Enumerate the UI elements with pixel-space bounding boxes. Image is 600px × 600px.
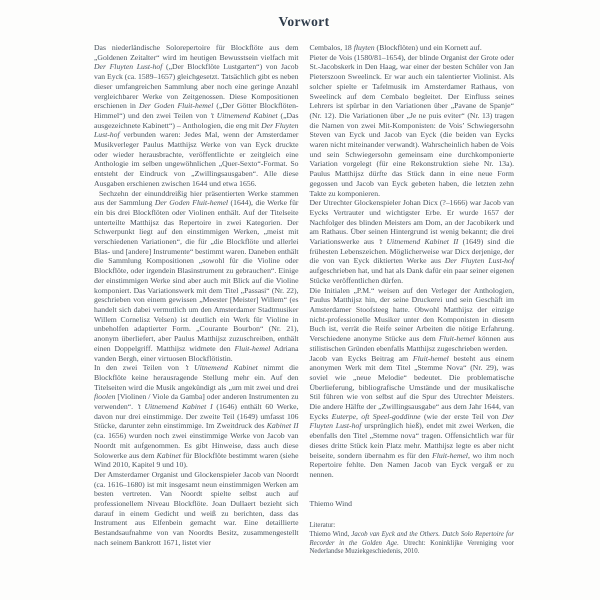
paragraph: [94, 470, 299, 548]
italic-run: Kabinet: [156, 450, 181, 460]
italic-run: Fluit-hemel: [432, 450, 468, 460]
italic-run: Der Goden Fluit-hemel: [154, 198, 229, 208]
text-columns: [94, 43, 514, 557]
page-title: Vorwort: [278, 14, 330, 29]
paragraph: [94, 363, 299, 470]
text-run: (1644), die Werke für ein bis drei Blockflöten oder Violinen enthält. Auf der Titelseite unterteilte Matthijsz das Repertoire in zwei Kategorien. Der Schwerpunkt liegt auf den einstimmigen Werken, „meist mit verschiedenen Variationen“, die für „die Blockflöte und allerlei Blas- und [andere] Instrumente“ bestimmt waren. Daneben enthält die Sammlung Kompositionen „sowohl für die Violine oder Blockflöte, oder irgendein Blasinstrument zu gebrauchen“. Einige der einstimmigen Werke sind aber auch mit Blick auf die Violine komponiert. Das Variationswerk mit dem Titel „Passasi“ (Nr. 22), geschrieben von einem gewissen „Meester [Meister] Willem“ (es handelt sich dabei vermutlich um den Amsterdamer Stadtmusiker Willem Cornelisz Velsen) ist deutlich ein Werk für Violine in unbeholfen adaptierter Form. „Courante Bourbon“ (Nr. 21), anonym überliefert, aber Paulus Matthijsz zuzuschreiben, enthält einen Doppelgriff. Matthijsz widmete den: [94, 198, 299, 353]
italic-run: Der Fluyten Lust-hof: [94, 62, 163, 72]
italic-run: ’t Uitnemend Kabinet II: [378, 237, 459, 247]
text-run: Jacob van Eycks Beitrag am: [309, 353, 413, 363]
text-run: verbunden waren: Jedes Mal, wenn der Amsterdamer Musikverleger Paulus Matthijsz Werke von van Eyck druckte oder wieder herausbrachte, veröffentlichte er zeitgleich eine Anthologie im selben ungewöhnlichen „Quer-Sexto“-Format. So entsteht der Eindruck von „Zwillingsausgaben“. Alle diese Ausgaben erschienen zwischen 1644 und etwa 1656.: [94, 130, 299, 188]
text-run: [Violinen / Viole da Gamba] oder anderen Instrumenten zu verwenden“.: [94, 392, 299, 412]
text-run: Das niederländische Solorepertoire für Blockflöte aus dem „Goldenen Zeitalter“ wird im heutigen Bewusstsein vielfach mit: [94, 43, 299, 62]
text-run: („Das ausgezeichnete Kabinett“) – Anthologien, die eng mit: [94, 110, 299, 130]
italic-run: Kabinet II: [266, 421, 299, 431]
italic-run: Der Goden Fluit-hemel: [138, 101, 214, 111]
text-run: Der Utrechter Glockenspieler Johan Dicx (?–1666) war Jacob van Eycks Vertrauter und wichtigster Erbe. Er wurde 1657 der Nachfolger des blinden Meisters am Dom, an der Jacobikerk und am Rathaus. Über seinen Hintergrund ist wenig bekannt; die drei Variationswerke aus: [309, 198, 514, 247]
text-run: („Der Blockflöte Lustgarten“) von Jacob van Eyck (ca. 1589–1657) gleichgesetzt. Tatsächlich gibt es neben dieser umfangreichen Sammlung aber noch eine geringe Anzahl vergleichbarer Werke von Zeitgenossen. Diese Kompositionen erschienen in: [94, 62, 299, 111]
italic-run: ’t Uitnemend Kabinet: [210, 110, 278, 120]
italic-run: Der Fluyten Lust-hof: [94, 120, 299, 140]
text-run: können aus stilistischen Gründen ebenfalls Matthijsz zugeschrieben werden.: [309, 334, 514, 353]
italic-run: Fluit-hemel: [412, 353, 449, 363]
italic-run: ’t Uitnemend Kabinet: [184, 363, 258, 373]
right-column: [310, 43, 515, 557]
text-run: Pieter de Vois (1580/81–1654), der blinde Organist der Grote oder St.-Jacobskerk in Den Haag, war einer der besten Schüler von Jan Pieterszoon Sweelinck. Er war auch ein talentierter Violinist. Als solcher spielte er Tafelmusik im Amsterdamer Rathaus, von Sweelinck auf dem Cembalo begleitet. Der Einfluss seines Lehrers ist spürbar in den Variationen über „Pavane de Spanje“ (Nr. 12). Die Variationen über „Je ne puis eviter“ (Nr. 13) tragen die Namen von zwei Mit-Komponisten: de Vois’ Schwiegersohn Steven van Eyck und Jacob van Eyck (die beiden van Eycks waren nicht miteinander verwandt). Wahrscheinlich haben de Vois und sein Schwiegersohn gemeinsam eine durchkomponierte Variation vorgelegt (für eine Rekonstruktion siehe Nr. 13a). Paulus Matthijsz dürfte das Stück dann in eine neue Form gegossen und Jacob van Eyck gebeten haben, die letzten zehn Takte zu komponieren.: [309, 52, 514, 198]
literature-entry: [310, 531, 515, 557]
text-run: Thiemo Wind,: [309, 531, 352, 539]
author-signature: Thiemo Wind: [309, 498, 352, 508]
text-run: aufgeschrieben hat, und hat als Dank dafür ein paar seiner eigenen Stücke veröffentlichen dürfen.: [309, 266, 514, 285]
italic-run: Der Fluyten Lust-hof: [309, 411, 514, 431]
paragraph: [94, 189, 299, 364]
text-run: (wie der erste Teil von: [420, 411, 503, 421]
text-run: besteht aus einem anonymen Werk mit dem Titel „Stemme Nova“ (Nr. 29), was soviel wie „neue Melodie“ bedeutet. Die problematische Überlieferung, bibliografische Umstände und der musikalische Stil führen wie von selbst auf die Spur des Utrechter Meisters. Die andere Hälfte der „Zwillingsausgabe“ aus dem Jahr 1644, van Eycks: [309, 353, 514, 421]
text-run: (ca. 1656) wurden noch zwei einstimmige Werke von Jacob van Noordt mit aufgenommen. Es gibt Hinweise, dass auch diese Solowerke aus dem: [94, 431, 299, 460]
text-run: für Blockflöte bestimmt waren (siehe Wind 2010, Kapitel 9 und 10).: [94, 450, 299, 470]
paragraph: [310, 286, 515, 354]
text-run: (1649) sind die frühesten Lebenszeichen. Möglicherweise war Dicx derjenige, der die von van Eyck diktierten Werke aus: [309, 237, 515, 266]
text-run: ursprünglich hieß), endet mit zwei Werken, die ebenfalls den Titel „Stemme nova“ tragen. Offensichtlich war für dieses dritte Stück kein Platz mehr. Matthijsz legte es aber nicht beiseite, sondern übernahm es für den: [309, 421, 515, 460]
text-run: , wo ihm noch Repertoire fehlte. Den Namen Jacob van Eyck vergaß er zu nennen.: [309, 450, 514, 479]
paragraph-group-left: [94, 43, 299, 548]
text-run: Sechzehn der einunddreißig hier präsentierten Werke stammen aus der Sammlung: [94, 188, 299, 208]
paragraph: [310, 354, 515, 480]
italic-run: ’t Uitnemend Kabinet I: [136, 402, 213, 412]
text-run: nimmt die Blockflöte keine herausragende Stellung mehr ein. Auf den Titelseiten wird die Musik angekündigt als „um mit zwei und drei: [94, 363, 299, 392]
italic-run: Der Fluyten Lust-hof: [444, 256, 514, 266]
text-run: (1646) enthält 60 Werke, davon nur drei einstimmige. Der zweite Teil (1649) umfasst 106 Stücke, darunter zehn einstimmige. Im Zweitdruck des: [94, 402, 299, 431]
text-run: Der Amsterdamer Organist und Glockenspieler Jacob van Noordt (ca. 1616–1680) ist mit insgesamt neun einstimmigen Werken am besten vertreten. Van Noordt spielte selbst auch auf professionellem Niveau Blockflöte. Joan Dullaert bezieht sich darauf in einem Gedicht und weiß zu berichten, dass das Instrument aus Elfenbein gemacht war. Eine detaillierte Bestandsaufnahme von van Noordts Besitz, zusammengestellt nach seinem Bankrott 1671, listet vier: [94, 469, 299, 547]
text-run: („Der Götter Blockflöten-Himmel“) und den zwei Teilen von: [94, 101, 299, 120]
literature-section: [310, 522, 515, 557]
text-run: Cembalos, 18: [309, 43, 354, 52]
italic-run: Jacob van Eyck and the Others. Dutch Solo Repertoire for Recorder in the Golden Age: [309, 531, 514, 547]
paragraph: [94, 43, 299, 189]
literature-heading: Literatur:: [309, 522, 336, 530]
italic-run: fioolen: [94, 392, 116, 402]
paragraph: [310, 198, 515, 285]
text-run: In den zwei Teilen von: [94, 363, 185, 373]
text-run: Adriana vanden Bergh, einer virtuosen Blockflötistin.: [94, 343, 299, 363]
text-run: Die Initialen „P.M.“ weisen auf den Verleger der Anthologien, Paulus Matthijsz hin, der seine Druckerei und sein Geschäft im Amsterdamer Stoofsteeg hatte. Obwohl Matthijsz der einzige nicht-professionelle Musiker unter den Komponisten in diesem Buch ist, verrät die Reife seiner Arbeiten die nötige Erfahrung. Verschiedene anonyme Stücke aus dem: [309, 285, 514, 344]
paragraph: [310, 53, 515, 199]
italic-run: Fluit-hemel: [438, 334, 475, 344]
italic-run: Euterpe, oft Speel-goddinne: [331, 411, 421, 421]
text-run: . Utrecht: Koninklijke Vereniging voor Nederlandse Muziekgeschiedenis, 2010.: [309, 539, 514, 556]
italic-run: fluyten: [353, 43, 375, 52]
paragraph: [310, 43, 515, 53]
paragraph-group-right: [310, 43, 515, 480]
italic-run: Fluit-hemel: [234, 343, 271, 353]
left-column: [94, 43, 299, 557]
text-run: (Blockflöten) und ein Kornett auf.: [374, 43, 482, 52]
